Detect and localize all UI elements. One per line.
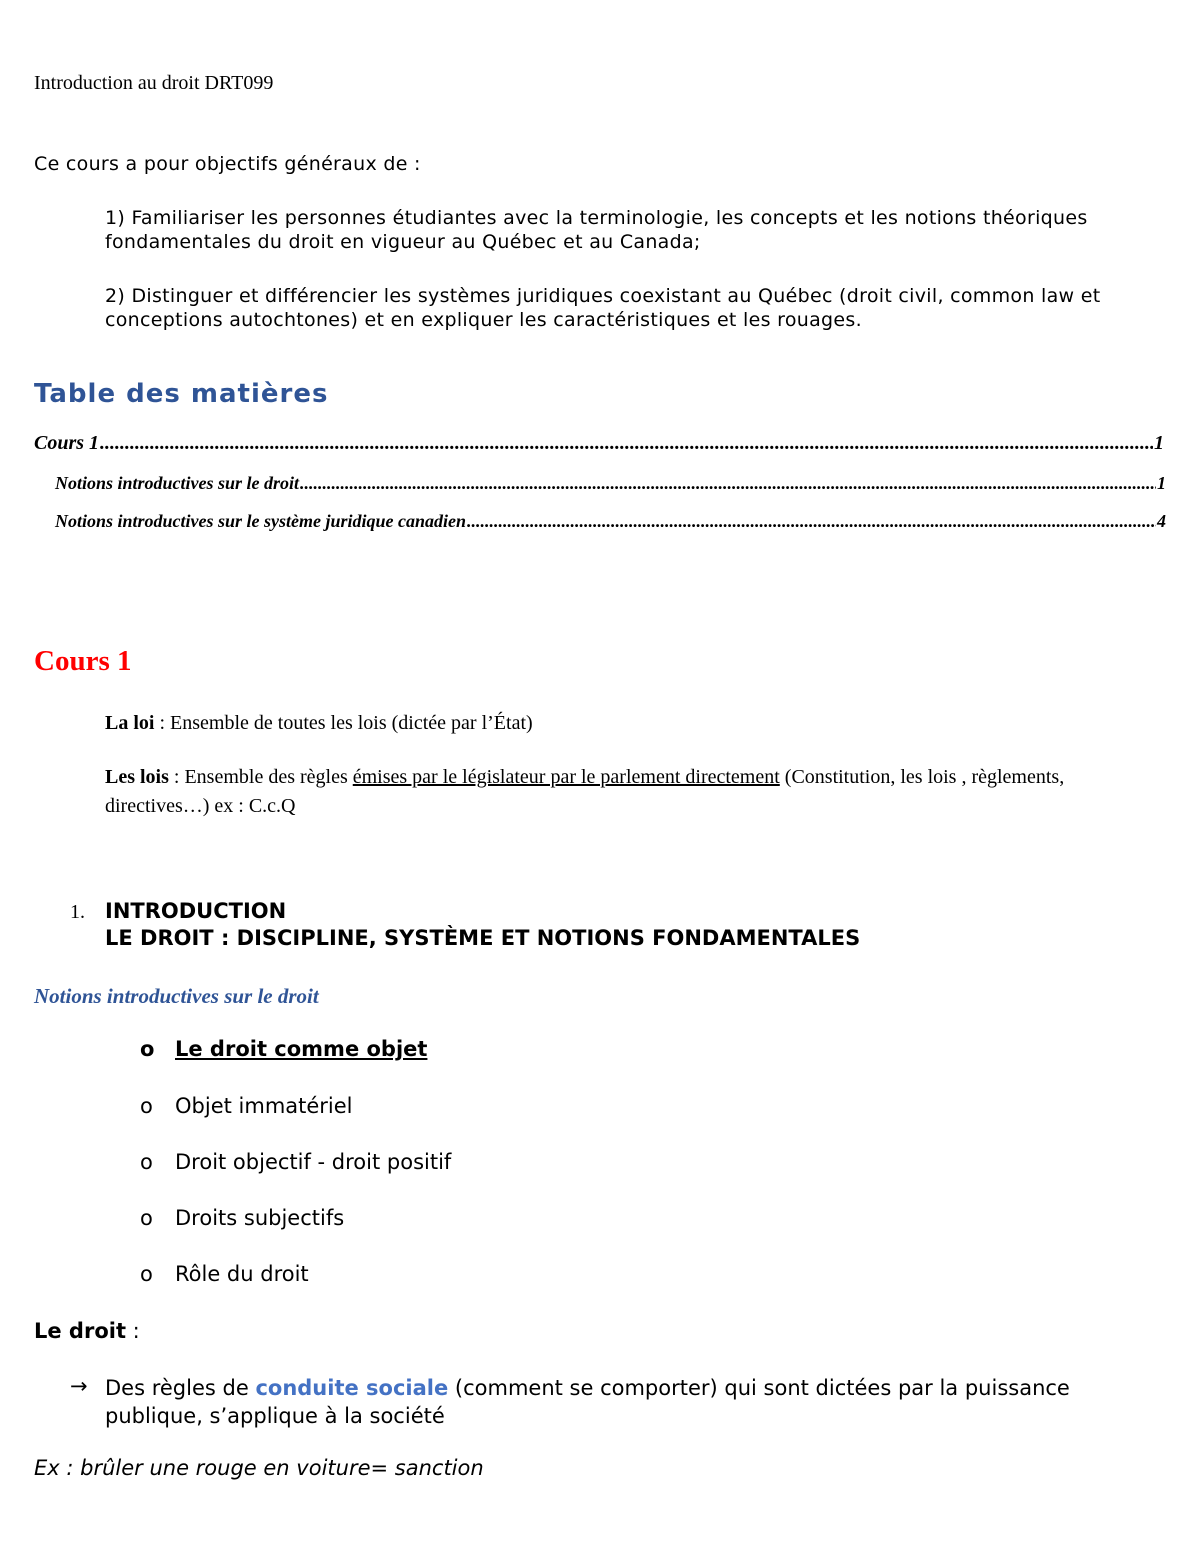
definition-term: Les lois xyxy=(105,766,169,788)
definition-underlined: émises par le législateur par le parlement directement xyxy=(352,766,780,788)
objective-1: 1) Familiariser les personnes étudiantes avec la terminologie, les concepts et les notions théoriques fondamentales du droit en vigueur au Québec et au Canada; xyxy=(105,207,1088,253)
toc-leader-dots xyxy=(300,473,1156,494)
toc-entry[interactable] xyxy=(55,473,1166,494)
bullet-marker: o xyxy=(140,1094,153,1118)
section-title-line-1: INTRODUCTION xyxy=(105,899,287,923)
toc-entry-label: Cours 1 xyxy=(34,432,100,454)
toc-entry-label: Notions introductives sur le droit xyxy=(55,473,300,493)
toc-entry-page: 1 xyxy=(1154,432,1164,454)
list-item: Objet immatériel xyxy=(175,1094,353,1118)
bullet-marker: o xyxy=(140,1150,153,1174)
toc-entry-label: Notions introductives sur le système juridique canadien xyxy=(55,511,467,531)
definition-text: Ensemble des règles xyxy=(184,766,353,788)
le-droit-term: Le droit xyxy=(34,1319,126,1343)
definition-term: La loi xyxy=(105,712,155,734)
toc-heading: Table des matières xyxy=(34,379,329,409)
definition-text: Des règles de xyxy=(105,1376,256,1400)
toc-entry-page: 4 xyxy=(1157,511,1166,531)
le-droit-separator: : xyxy=(126,1319,140,1343)
bullet-marker: o xyxy=(140,1262,153,1286)
definition-text-end: (comment se comporter) qui sont dictées par la puissance publique, s’applique à la société xyxy=(105,1376,1070,1428)
intro-lead: Ce cours a pour objectifs généraux de : xyxy=(34,153,421,175)
le-droit-definition xyxy=(105,1374,1105,1430)
definition-les-lois xyxy=(105,763,1165,821)
cours-title: Cours 1 xyxy=(34,645,132,677)
bullet-marker: o xyxy=(140,1206,153,1230)
section-number: 1. xyxy=(70,901,85,923)
definition-text: Ensemble de toutes les lois (dictée par l’État) xyxy=(170,712,533,734)
toc-entry[interactable] xyxy=(34,432,1164,455)
bullet-marker: o xyxy=(140,1037,155,1061)
le-droit-label xyxy=(34,1319,140,1343)
definition-separator: : xyxy=(154,712,171,734)
notions-heading: Notions introductives sur le droit xyxy=(34,984,319,1008)
document-title: Introduction au droit DRT099 xyxy=(34,72,274,94)
section-title xyxy=(105,898,860,952)
list-item: Droits subjectifs xyxy=(175,1206,345,1230)
list-item: Rôle du droit xyxy=(175,1262,309,1286)
objective-2: 2) Distinguer et différencier les systèmes juridiques coexistant au Québec (droit civil, common law et conceptions autochtones) et en expliquer les caractéristiques et les rouages. xyxy=(105,285,1101,331)
toc-leader-dots xyxy=(467,511,1156,532)
arrow-icon: → xyxy=(70,1374,88,1398)
highlight-term: conduite sociale xyxy=(255,1376,449,1400)
example-text: Ex : brûler une rouge en voiture= sanction xyxy=(34,1456,484,1480)
list-item: Droit objectif - droit positif xyxy=(175,1150,452,1174)
section-title-line-2: LE DROIT : DISCIPLINE, SYSTÈME ET NOTIONS FONDAMENTALES xyxy=(105,926,861,950)
toc-leader-dots xyxy=(100,432,1153,455)
list-item: Le droit comme objet xyxy=(175,1037,428,1061)
definition-text-end: (Constitution, les lois , règlements, directives…) ex : C.c.Q xyxy=(105,766,1065,817)
toc-entry-page: 1 xyxy=(1157,473,1166,493)
definition-la-loi xyxy=(105,709,1165,738)
definition-separator: : xyxy=(168,766,185,788)
toc-entry[interactable] xyxy=(55,511,1166,532)
